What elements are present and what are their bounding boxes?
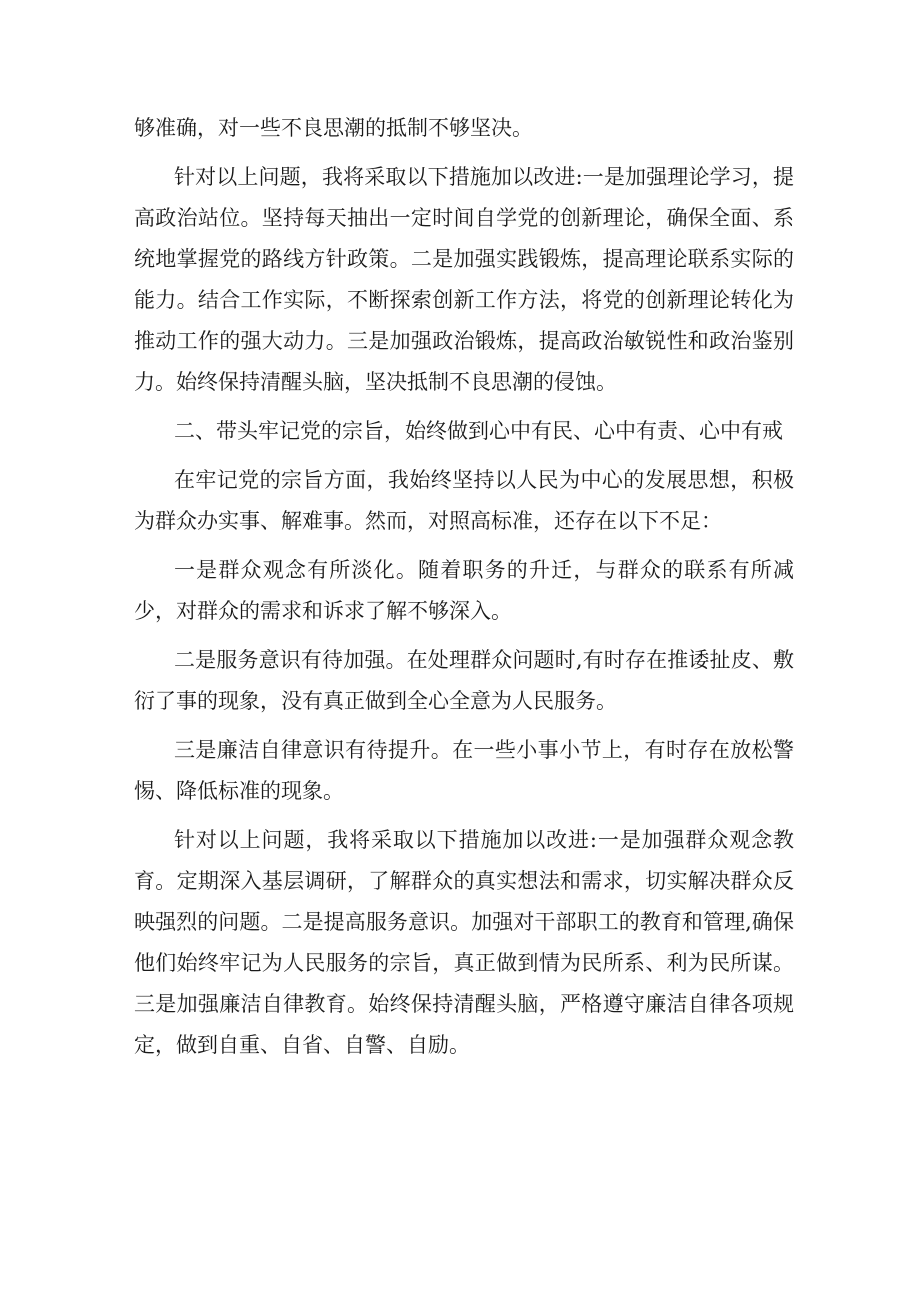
section-heading-purpose: 二、带头牢记党的宗旨，始终做到心中有民、心中有责、心中有戒	[174, 419, 783, 443]
document-body	[134, 108, 794, 1074]
paragraph-purpose-intro: 在牢记党的宗旨方面，我始终坚持以人民为中心的发展思想，积极为群众办实事、解难事。然而，对照高标准，还存在以下不足：	[134, 468, 794, 533]
paragraph-improvement-measures-theory: 针对以上问题，我将采取以下措施加以改进:一是加强理论学习，提高政治站位。坚持每天抽出一定时间自学党的创新理论，确保全面、系统地掌握党的路线方针政策。二是加强实践锻炼，提高理论联系实际的能力。结合工作实际，不断探索创新工作方法，将党的创新理论转化为推动工作的强大动力。三是加强政治锻炼，提高政治敏锐性和政治鉴别力。始终保持清醒头脑，坚决抵制不良思潮的侵蚀。	[134, 165, 794, 394]
paragraph-improvement-measures-masses: 针对以上问题，我将采取以下措施加以改进:一是加强群众观念教育。定期深入基层调研，了解群众的真实想法和需求，切实解决群众反映强烈的问题。二是提高服务意识。加强对干部职工的教育和管理,确保他们始终牢记为人民服务的宗旨，真正做到情为民所系、利为民所谋。三是加强廉洁自律教育。始终保持清醒头脑，严格遵守廉洁自律各项规定，做到自重、自省、自警、自励。	[134, 828, 794, 1057]
paragraph-issue-one: 一是群众观念有所淡化。随着职务的升迁，与群众的联系有所减少，对群众的需求和诉求了解不够深入。	[134, 558, 794, 623]
paragraph-continuation: 够准确，对一些不良思潮的抵制不够坚决。	[134, 116, 533, 140]
paragraph-issue-three: 三是廉洁自律意识有待提升。在一些小事小节上，有时存在放松警惕、降低标准的现象。	[134, 738, 794, 803]
paragraph-issue-two: 二是服务意识有待加强。在处理群众问题时,有时存在推诿扯皮、敷衍了事的现象，没有真正做到全心全意为人民服务。	[134, 648, 794, 713]
